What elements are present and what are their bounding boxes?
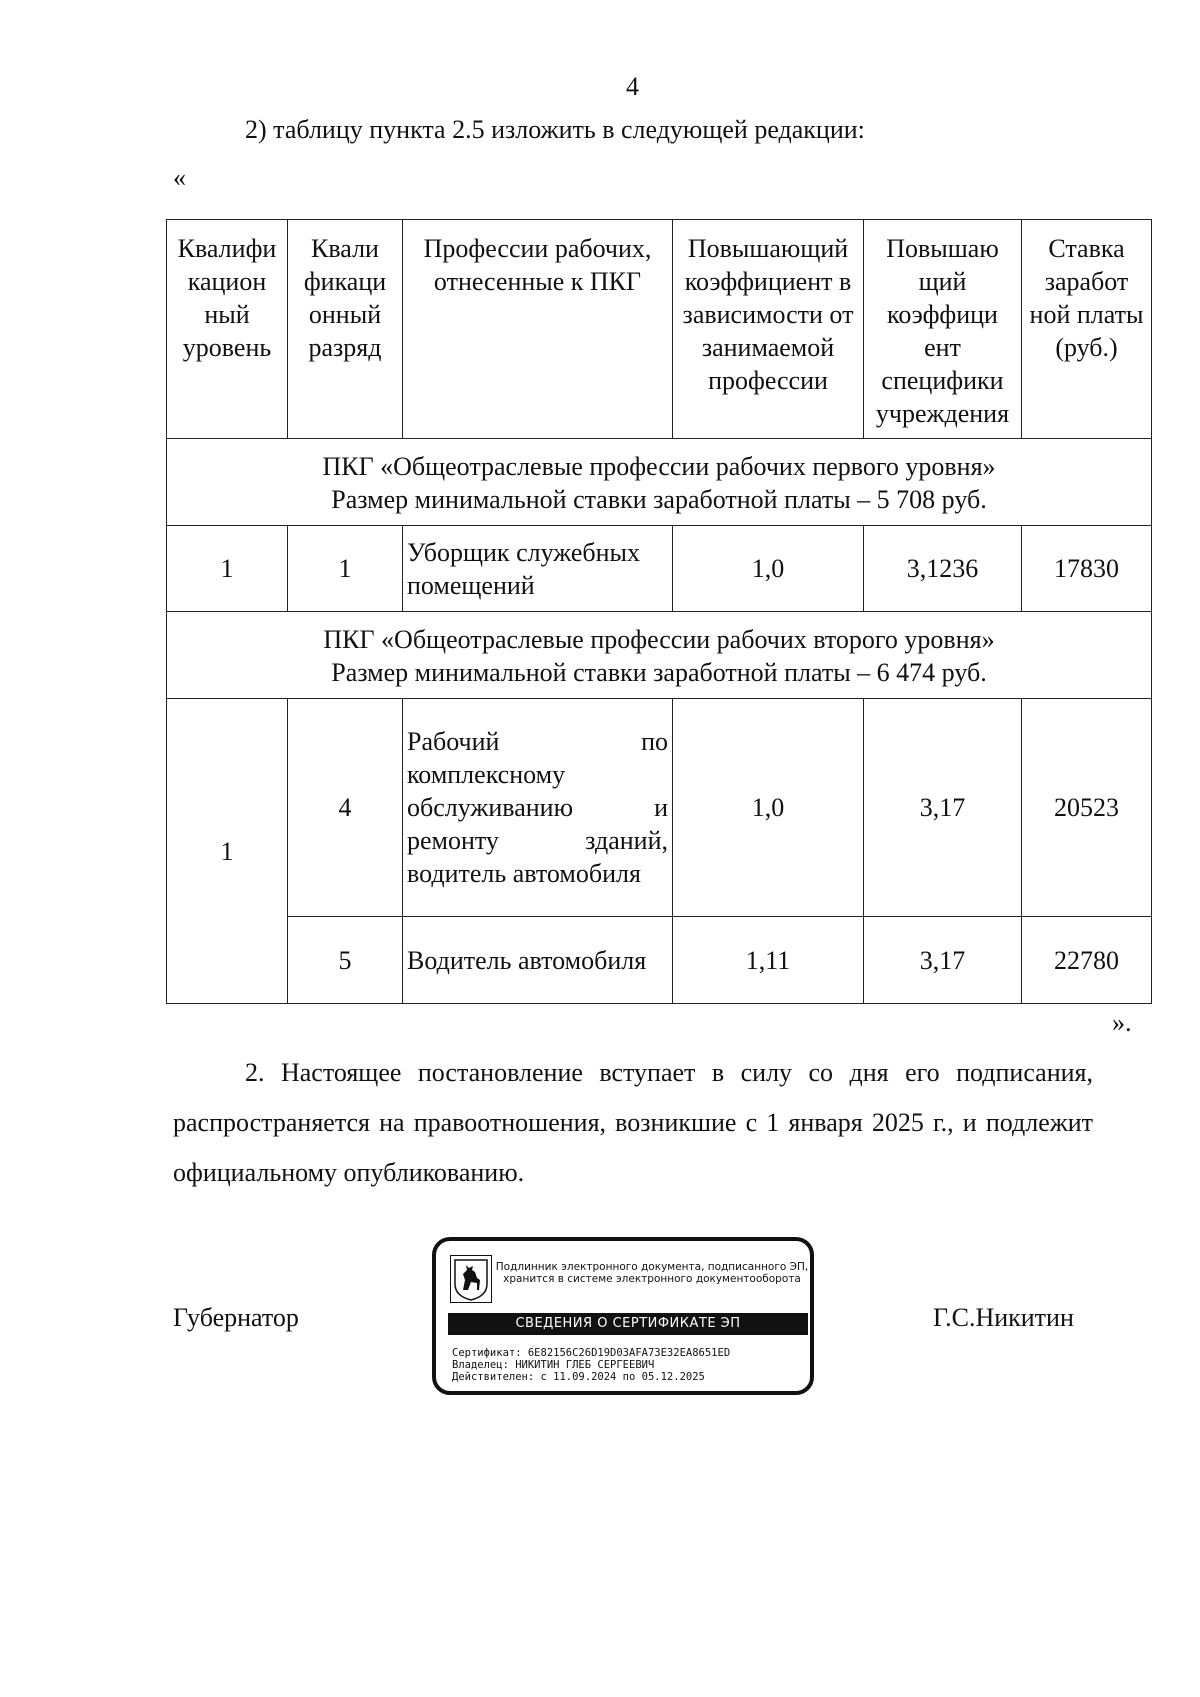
cell-grade: 1 [288,526,403,612]
stamp-owner: Владелец: НИКИТИН ГЛЕБ СЕРГЕЕВИЧ [452,1359,655,1371]
group-1-title: ПКГ «Общеотраслевые профессии рабочих первого уровня» [322,452,996,481]
stamp-valid: Действителен: с 11.09.2024 по 05.12.2025 [452,1371,705,1383]
cell-rate: 20523 [1022,699,1152,917]
cell-coef-institution: 3,17 [864,917,1022,1004]
cell-coef-profession: 1,0 [673,526,864,612]
intro-text: 2) таблицу пункта 2.5 изложить в следующей редакции: [245,115,865,144]
close-quote: ». [1112,1008,1132,1037]
signer-title: Губернатор [173,1303,299,1332]
cell-level: 1 [167,699,288,1004]
header-level: Квалифи кацион ный уровень [167,220,288,439]
table-row [167,699,1152,917]
header-rate: Ставка заработ ной платы (руб.) [1022,220,1152,439]
cell-profession: Рабочий по комплексному обслуживанию и ремонту зданий, водитель автомобиля [403,699,673,917]
open-quote: « [173,163,186,192]
salary-table [166,219,1152,1004]
stamp-header: СВЕДЕНИЯ О СЕРТИФИКАТЕ ЭП [448,1313,808,1335]
cell-coef-profession: 1,0 [673,699,864,917]
group-1-header [167,439,1152,526]
cell-coef-institution: 3,1236 [864,526,1022,612]
cell-grade: 5 [288,917,403,1004]
cell-rate: 17830 [1022,526,1152,612]
table-row [167,917,1152,1004]
stamp-certificate-info [452,1347,730,1383]
cell-profession: Водитель автомобиля [403,917,673,1004]
electronic-signature-stamp [432,1237,814,1395]
effective-date-paragraph: 2. Настоящее постановление вступает в силу со дня его подписания, распространяется на правоотношения, возникшие с 1 января 2025 г., и подлежит официальному опубликованию. [173,1058,1093,1187]
cell-coef-institution: 3,17 [864,699,1022,917]
header-coef-institution: Повышаю щий коэффици ент специфики учреждения [864,220,1022,439]
signer-name: Г.С.Никитин [933,1303,1074,1332]
table-row [167,526,1152,612]
coat-of-arms-icon [450,1255,492,1303]
page-number: 4 [626,72,639,101]
group-2-min-rate: Размер минимальной ставки заработной платы – 6 474 руб. [331,658,987,687]
stamp-note: Подлинник электронного документа, подписанного ЭП, хранится в системе электронного документооборота [495,1261,809,1285]
header-professions: Профессии рабочих, отнесенные к ПКГ [403,220,673,439]
header-coef-profession: Повышающий коэффициент в зависимости от занимаемой профессии [673,220,864,439]
cell-grade: 4 [288,699,403,917]
cell-profession: Уборщик служебных помещений [403,526,673,612]
header-grade: Квали фикаци онный разряд [288,220,403,439]
cell-level: 1 [167,526,288,612]
cell-coef-profession: 1,11 [673,917,864,1004]
stamp-certificate: Сертификат: 6E82156C26D19D03AFA73E32EA8651ED [452,1347,731,1359]
group-2-header [167,612,1152,699]
group-1-min-rate: Размер минимальной ставки заработной платы – 5 708 руб. [331,485,987,514]
group-2-title: ПКГ «Общеотраслевые профессии рабочих второго уровня» [323,625,995,654]
cell-rate: 22780 [1022,917,1152,1004]
